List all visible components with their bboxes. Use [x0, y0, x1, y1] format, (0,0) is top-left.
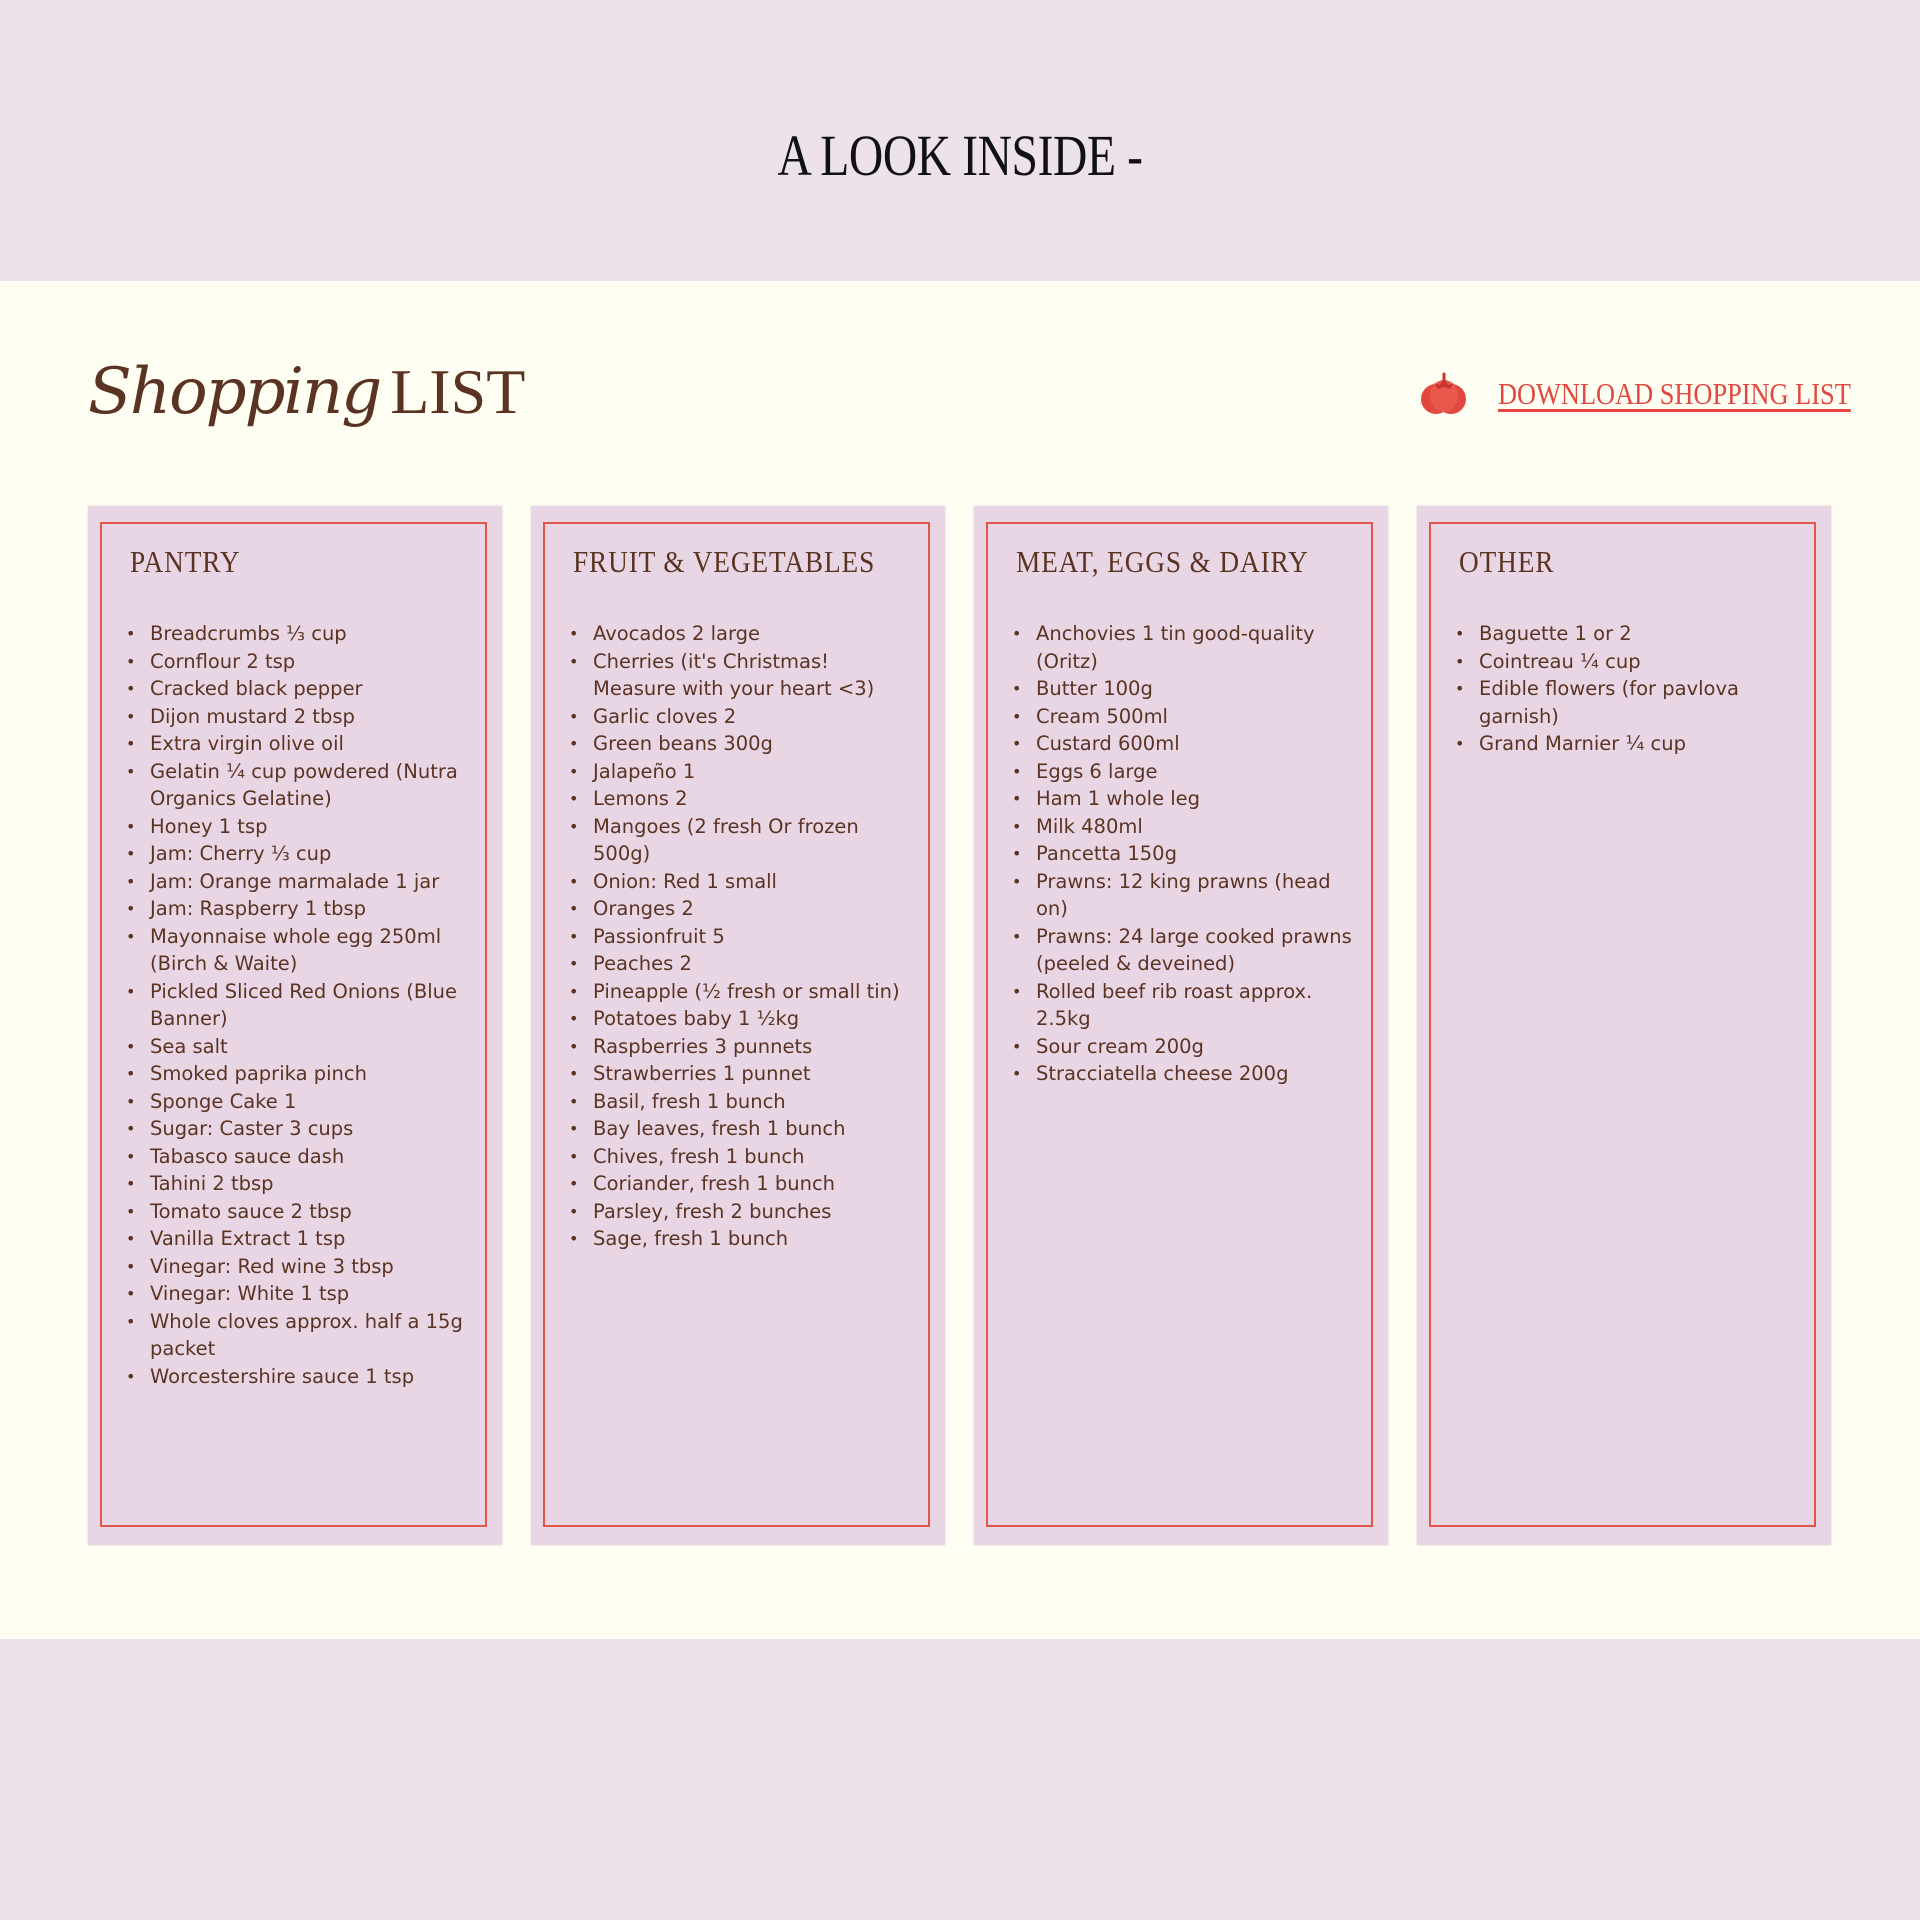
- list-item: • Custard 600ml: [1036, 730, 1359, 758]
- list-item: • Jalapeño 1: [593, 758, 916, 786]
- list-item: • Pickled Sliced Red Onions (Blue Banner): [150, 978, 473, 1033]
- pantry-card: [88, 506, 502, 1545]
- item-list: [561, 620, 916, 1253]
- shopping-list-title: [88, 352, 525, 448]
- card-title: FRUIT & VEGETABLES: [573, 544, 876, 579]
- other-card: [1417, 506, 1831, 1545]
- item-list: [1447, 620, 1802, 758]
- card-border: [543, 522, 930, 1527]
- card-border: [986, 522, 1373, 1527]
- fruit-vegetables-card: [531, 506, 945, 1545]
- list-item: • Sea salt: [150, 1033, 473, 1061]
- list-item: • Tomato sauce 2 tbsp: [150, 1198, 473, 1226]
- list-item: • Jam: Cherry ⅓ cup: [150, 840, 473, 868]
- list-item: • Sage, fresh 1 bunch: [593, 1225, 916, 1253]
- list-item: • Eggs 6 large: [1036, 758, 1359, 786]
- tomato-icon: [1418, 370, 1470, 418]
- list-item: • Whole cloves approx. half a 15g packet: [150, 1308, 473, 1363]
- list-item: • Cream 500ml: [1036, 703, 1359, 731]
- list-item: • Strawberries 1 punnet: [593, 1060, 916, 1088]
- card-border: [1429, 522, 1816, 1527]
- title-script: Shopping: [88, 355, 381, 429]
- list-item: • Prawns: 12 king prawns (head on): [1036, 868, 1359, 923]
- list-item: • Prawns: 24 large cooked prawns (peeled & deveined): [1036, 923, 1359, 978]
- list-item: • Gelatin ¼ cup powdered (Nutra Organics Gelatine): [150, 758, 473, 813]
- list-item: • Parsley, fresh 2 bunches: [593, 1198, 916, 1226]
- list-item: • Onion: Red 1 small: [593, 868, 916, 896]
- list-item: • Vanilla Extract 1 tsp: [150, 1225, 473, 1253]
- list-item: • Cherries (it's Christmas! Measure with your heart <3): [593, 648, 916, 703]
- meat-eggs-dairy-card: [974, 506, 1388, 1545]
- list-item: • Passionfruit 5: [593, 923, 916, 951]
- list-item: • Raspberries 3 punnets: [593, 1033, 916, 1061]
- list-item: • Sour cream 200g: [1036, 1033, 1359, 1061]
- card-title: PANTRY: [130, 544, 241, 579]
- list-item: • Sugar: Caster 3 cups: [150, 1115, 473, 1143]
- list-item: • Dijon mustard 2 tbsp: [150, 703, 473, 731]
- item-list: [118, 620, 473, 1390]
- list-item: • Chives, fresh 1 bunch: [593, 1143, 916, 1171]
- list-item: • Jam: Raspberry 1 tbsp: [150, 895, 473, 923]
- download-shopping-list-link[interactable]: [1418, 370, 1913, 418]
- list-item: • Garlic cloves 2: [593, 703, 916, 731]
- list-item: • Worcestershire sauce 1 tsp: [150, 1363, 473, 1391]
- list-item: • Coriander, fresh 1 bunch: [593, 1170, 916, 1198]
- item-list: [1004, 620, 1359, 1088]
- list-item: • Breadcrumbs ⅓ cup: [150, 620, 473, 648]
- list-item: • Milk 480ml: [1036, 813, 1359, 841]
- list-item: • Smoked paprika pinch: [150, 1060, 473, 1088]
- list-item: • Stracciatella cheese 200g: [1036, 1060, 1359, 1088]
- list-item: • Ham 1 whole leg: [1036, 785, 1359, 813]
- list-item: • Pineapple (½ fresh or small tin): [593, 978, 916, 1006]
- list-item: • Vinegar: Red wine 3 tbsp: [150, 1253, 473, 1281]
- list-item: • Anchovies 1 tin good-quality (Oritz): [1036, 620, 1359, 675]
- footer-band: [0, 1639, 1920, 1920]
- card-border: [100, 522, 487, 1527]
- card-title: MEAT, EGGS & DAIRY: [1016, 544, 1309, 579]
- list-item: • Mangoes (2 fresh Or frozen 500g): [593, 813, 916, 868]
- list-item: • Peaches 2: [593, 950, 916, 978]
- list-item: • Grand Marnier ¼ cup: [1479, 730, 1802, 758]
- download-label: DOWNLOAD SHOPPING LIST: [1498, 376, 1851, 411]
- list-item: • Jam: Orange marmalade 1 jar: [150, 868, 473, 896]
- list-item: • Baguette 1 or 2: [1479, 620, 1802, 648]
- list-item: • Basil, fresh 1 bunch: [593, 1088, 916, 1116]
- list-item: • Avocados 2 large: [593, 620, 916, 648]
- list-item: • Pancetta 150g: [1036, 840, 1359, 868]
- list-item: • Cracked black pepper: [150, 675, 473, 703]
- list-item: • Bay leaves, fresh 1 bunch: [593, 1115, 916, 1143]
- list-item: • Tahini 2 tbsp: [150, 1170, 473, 1198]
- title-caps: LIST: [390, 356, 526, 427]
- list-item: • Rolled beef rib roast approx. 2.5kg: [1036, 978, 1359, 1033]
- card-title: OTHER: [1459, 544, 1555, 579]
- list-item: • Butter 100g: [1036, 675, 1359, 703]
- list-item: • Sponge Cake 1: [150, 1088, 473, 1116]
- list-item: • Vinegar: White 1 tsp: [150, 1280, 473, 1308]
- list-item: • Honey 1 tsp: [150, 813, 473, 841]
- list-item: • Tabasco sauce dash: [150, 1143, 473, 1171]
- list-item: • Cointreau ¼ cup: [1479, 648, 1802, 676]
- list-item: • Mayonnaise whole egg 250ml (Birch & Waite): [150, 923, 473, 978]
- list-item: • Oranges 2: [593, 895, 916, 923]
- page-title: A LOOK INSIDE -: [777, 123, 1143, 188]
- list-item: • Potatoes baby 1 ½kg: [593, 1005, 916, 1033]
- list-item: • Edible flowers (for pavlova garnish): [1479, 675, 1802, 730]
- list-item: • Lemons 2: [593, 785, 916, 813]
- list-item: • Green beans 300g: [593, 730, 916, 758]
- list-item: • Cornflour 2 tsp: [150, 648, 473, 676]
- list-item: • Extra virgin olive oil: [150, 730, 473, 758]
